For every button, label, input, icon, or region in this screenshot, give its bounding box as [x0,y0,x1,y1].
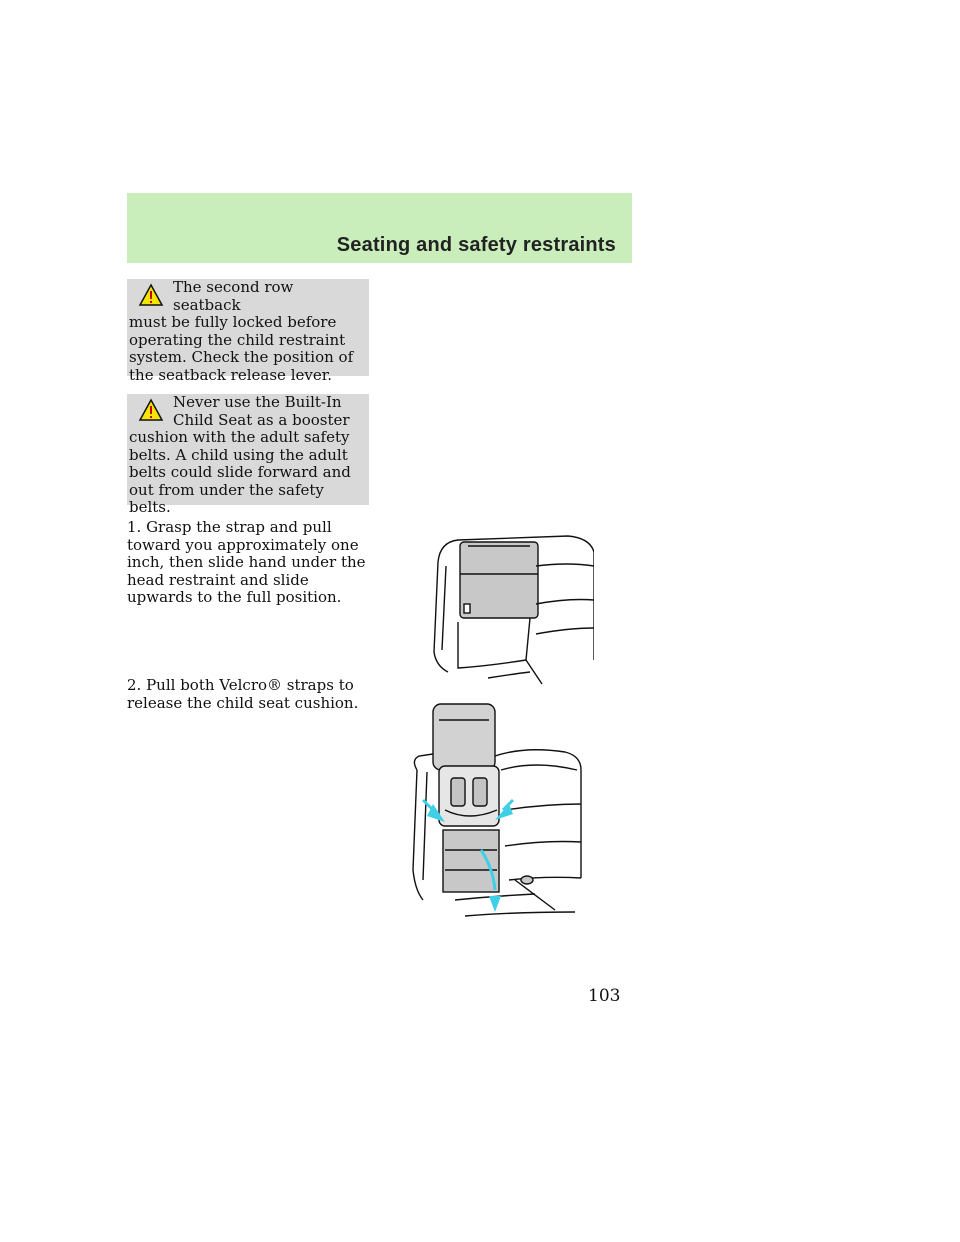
warning-line: The second row seatback [173,278,294,314]
page-number: 103 [588,986,621,1006]
child-seat-illustration [405,700,595,935]
seat-headrest-illustration [418,532,594,692]
warning-line: must be fully locked before [129,313,337,331]
step-2-text: 2. Pull both Velcro® straps to release the child seat cushion. [127,676,359,712]
warning-box [127,393,369,516]
warning-line: Child Seat as a booster [173,410,350,429]
section-header-band [127,193,632,263]
step-1-text: 1. Grasp the strap and pull toward you approximately one inch, then slide hand under the head restraint and slide upwards to the full position. [127,518,366,606]
warning-triangle-icon [129,279,173,311]
warning-triangle-icon [129,394,173,426]
warning-line: Never use the Built-In [173,393,342,411]
warning-text: operating the child restraint system. Check the position of the seatback release lever. [129,330,354,384]
section-title: Seating and safety restraints [336,234,616,256]
warning-box [127,278,369,384]
warning-text: cushion with the adult safety belts. A child using the adult belts could slide forward and out from under the safety belts. [129,428,351,516]
